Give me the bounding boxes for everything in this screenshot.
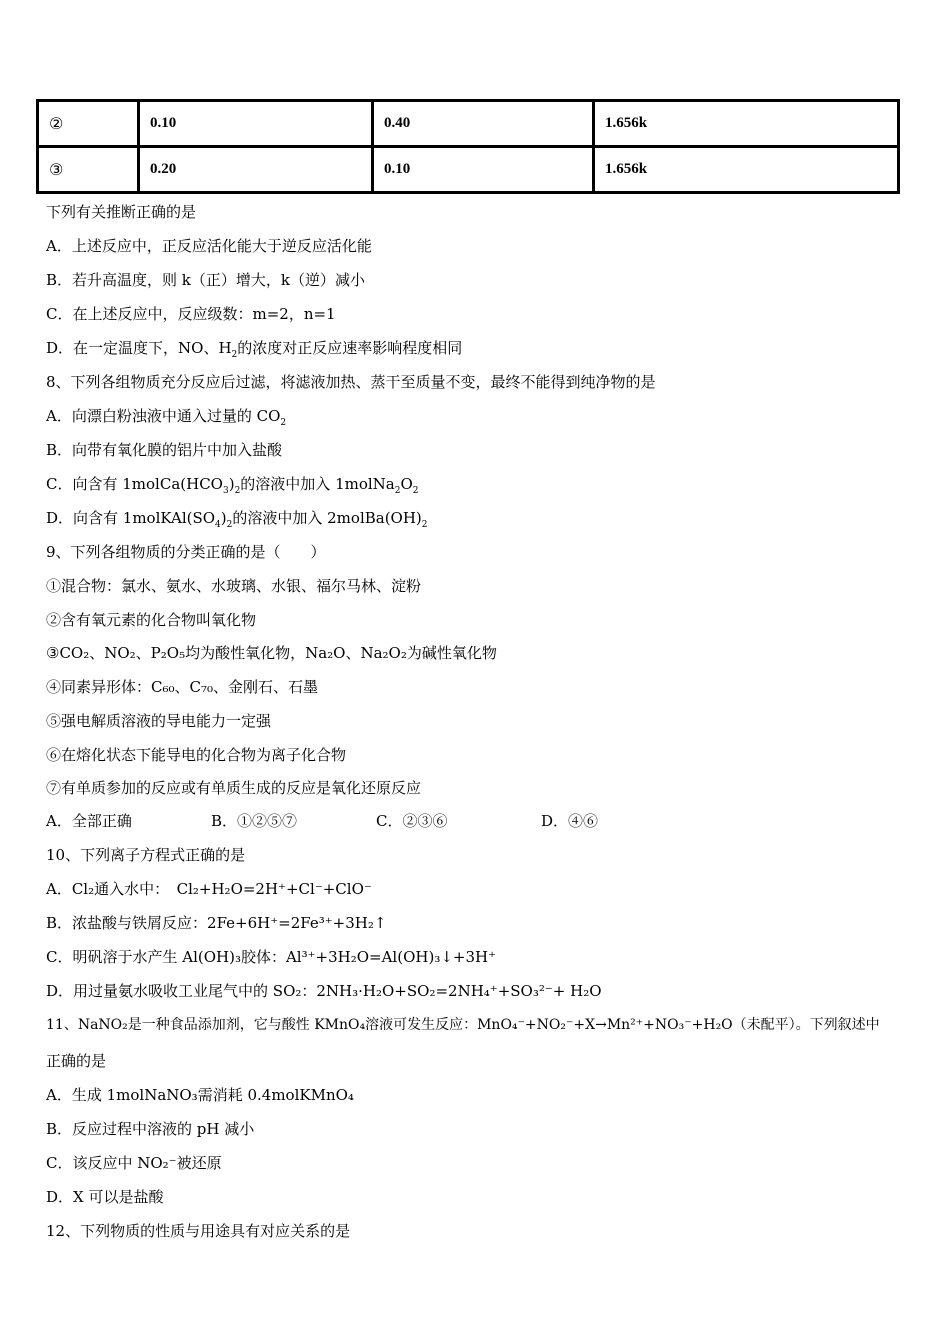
q10-option-d: D．用过量氨水吸收工业尾气中的 SO₂：2NH₃·H₂O+SO₂=2NH₄⁺+SO₃²⁻+ H₂O — [46, 982, 602, 1000]
subscript: 2 — [234, 486, 241, 496]
q8-option-c — [46, 474, 419, 501]
row-index: ③ — [38, 147, 139, 193]
table-cell: 0.40 — [373, 101, 594, 147]
q8-stem: 8、下列各组物质充分反应后过滤，将滤液加热、蒸干至质量不变，最终不能得到纯净物的是 — [46, 373, 656, 391]
subscript: 2 — [412, 486, 419, 496]
table-cell: 0.10 — [373, 147, 594, 193]
q9-statement-3: ③CO₂、NO₂、P₂O₅均为酸性氧化物，Na₂O、Na₂O₂为碱性氧化物 — [46, 644, 497, 662]
subscript: 2 — [421, 520, 428, 530]
table-row — [38, 101, 899, 147]
table-cell: 1.656k — [594, 101, 899, 147]
table-cell: 0.10 — [139, 101, 373, 147]
q11-stem-line2: 正确的是 — [46, 1052, 107, 1070]
table-row — [38, 147, 899, 193]
q11-option-d: D．X 可以是盐酸 — [46, 1188, 164, 1206]
q7-option-c: C．在上述反应中，反应级数：m=2，n=1 — [46, 305, 336, 323]
subscript: 2 — [226, 520, 233, 530]
q10-option-a: A．Cl₂通入水中： Cl₂+H₂O=2H⁺+Cl⁻+ClO⁻ — [46, 880, 372, 898]
table-cell: 1.656k — [594, 147, 899, 193]
text: A．向漂白粉浊液中通入过量的 CO — [46, 407, 281, 425]
subscript: 4 — [215, 520, 221, 530]
q9-statement-2: ②含有氧元素的化合物叫氧化物 — [46, 611, 257, 629]
rate-table — [36, 99, 900, 194]
q9-statement-4: ④同素异形体：C₆₀、C₇₀、金刚石、石墨 — [46, 678, 319, 696]
q8-option-d — [46, 508, 428, 535]
q8-option-a — [46, 406, 286, 433]
text: 的浓度对正反应速率影响程度相同 — [237, 339, 463, 357]
q7-option-d — [46, 338, 462, 365]
q11-stem-line1: 11、NaNO₂是一种食品添加剂，它与酸性 KMnO₄溶液可发生反应：MnO₄⁻+NO₂⁻+X→Mn²⁺+NO₃⁻+H₂O（未配平）。下列叙述中 — [46, 1017, 880, 1033]
q9-statement-1: ①混合物：氯水、氨水、水玻璃、水银、福尔马林、淀粉 — [46, 577, 422, 595]
q11-option-b: B．反应过程中溶液的 pH 减小 — [46, 1120, 255, 1138]
q10-option-b: B．浓盐酸与铁屑反应：2Fe+6H⁺=2Fe³⁺+3H₂↑ — [46, 914, 387, 932]
q9-stem: 9、下列各组物质的分类正确的是（ ） — [46, 543, 326, 561]
text: 的溶液中加入 2molBa(OH) — [232, 509, 422, 527]
q7-option-a: A．上述反应中，正反应活化能大于逆反应活化能 — [46, 237, 372, 255]
text: D．向含有 1molKAl(SO — [46, 509, 216, 527]
text: ) — [220, 509, 227, 527]
subscript: 2 — [394, 486, 401, 496]
text: C．向含有 1molCa(HCO — [46, 475, 223, 493]
q12-stem: 12、下列物质的性质与用途具有对应关系的是 — [46, 1222, 351, 1240]
subscript: 2 — [280, 418, 287, 428]
subscript: 2 — [231, 350, 238, 360]
q11-option-a: A．生成 1molNaNO₃需消耗 0.4molKMnO₄ — [46, 1086, 354, 1104]
q10-option-c: C．明矾溶于水产生 Al(OH)₃胶体：Al³⁺+3H₂O=Al(OH)₃↓+3H⁺ — [46, 948, 497, 966]
subscript: 3 — [222, 486, 229, 496]
q9-option-d: D．④⑥ — [541, 812, 599, 830]
text: D．在一定温度下，NO、H — [46, 339, 232, 357]
q7-stem: 下列有关推断正确的是 — [46, 203, 197, 221]
q11-option-c: C．该反应中 NO₂⁻被还原 — [46, 1154, 222, 1172]
q10-stem: 10、下列离子方程式正确的是 — [46, 846, 246, 864]
q9-option-b: B．①②⑤⑦ — [211, 812, 298, 830]
q9-option-a: A．全部正确 — [46, 812, 132, 830]
q9-option-c: C．②③⑥ — [376, 812, 448, 830]
q9-statement-5: ⑤强电解质溶液的导电能力一定强 — [46, 712, 272, 730]
text: ) — [228, 475, 235, 493]
text: O — [400, 475, 413, 493]
table-cell: 0.20 — [139, 147, 373, 193]
q9-statement-7: ⑦有单质参加的反应或有单质生成的反应是氧化还原反应 — [46, 779, 422, 797]
q9-statement-6: ⑥在熔化状态下能导电的化合物为离子化合物 — [46, 746, 347, 764]
row-index: ② — [38, 101, 139, 147]
q8-option-b: B．向带有氧化膜的铝片中加入盐酸 — [46, 441, 283, 459]
q9-options — [46, 811, 706, 831]
q7-option-b: B．若升高温度，则 k（正）增大，k（逆）减小 — [46, 271, 365, 289]
text: 的溶液中加入 1molNa — [240, 475, 395, 493]
